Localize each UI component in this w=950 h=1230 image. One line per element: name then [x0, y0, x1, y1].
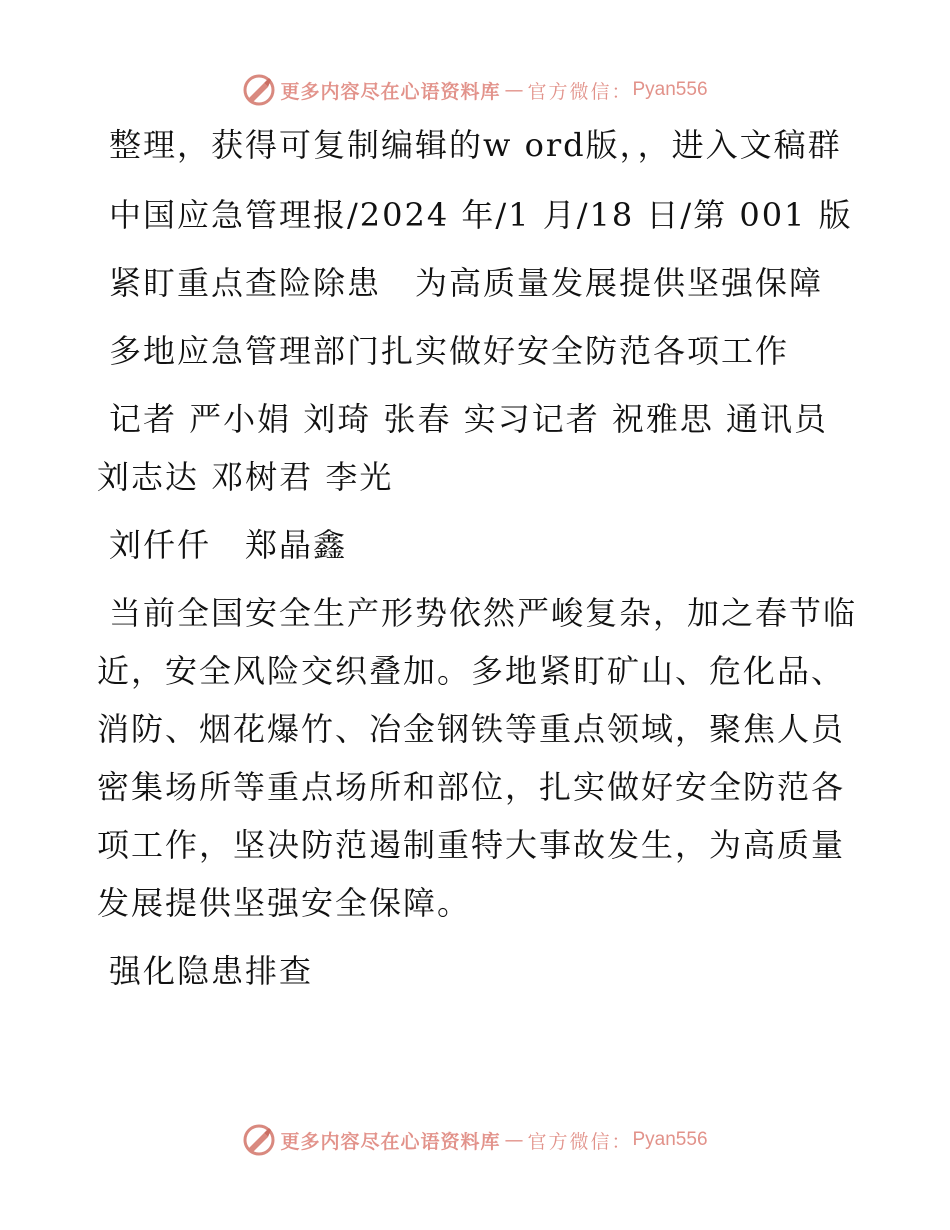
- pen-logo-icon: [242, 73, 276, 107]
- lead-paragraph: 当前全国安全生产形势依然严峻复杂，加之春节临近，安全风险交织叠加。多地紧盯矿山、危化品、消防、烟花爆竹、冶金钢铁等重点领域，聚焦人员密集场所等重点场所和部位，扎实做好安全防范各项工作，坚决防范遏制重特大事故发生，为高质量发展提供坚强安全保障。: [97, 594, 858, 922]
- banner-wechat-id: Pyan556: [632, 1129, 708, 1150]
- banner-separator: —: [504, 79, 524, 101]
- banner-text: 更多内容尽在心语资料库: [280, 1130, 501, 1153]
- banner-wechat-id: Pyan556: [632, 79, 708, 100]
- pen-logo-icon: [242, 1123, 276, 1157]
- banner-separator: —: [504, 1129, 524, 1151]
- header-watermark-banner: [0, 70, 950, 110]
- article-headline: 紧盯重点查险除患 为高质量发展提供坚强保障: [109, 264, 824, 302]
- byline: 记者 严小娟 刘琦 张春 实习记者 祝雅思 通讯员 刘志达 邓树君 李光: [97, 400, 829, 496]
- source-line: 中国应急管理报/2024 年/1 月/18 日/第 001 版: [109, 196, 853, 234]
- document-body: [97, 116, 857, 1010]
- banner-wechat-label: 官方微信：: [527, 80, 633, 103]
- banner-wechat-label: 官方微信：: [527, 1130, 633, 1153]
- section-heading: 强化隐患排查: [109, 952, 314, 990]
- article-subheadline: 多地应急管理部门扎实做好安全防范各项工作: [109, 332, 790, 370]
- intro-note: 整理，获得可复制编辑的w ord版，，进入文稿群: [109, 126, 842, 164]
- byline-continued: 刘仟仟 郑晶鑫: [109, 526, 348, 564]
- banner-text: 更多内容尽在心语资料库: [280, 80, 501, 103]
- footer-watermark-banner: [0, 1120, 950, 1160]
